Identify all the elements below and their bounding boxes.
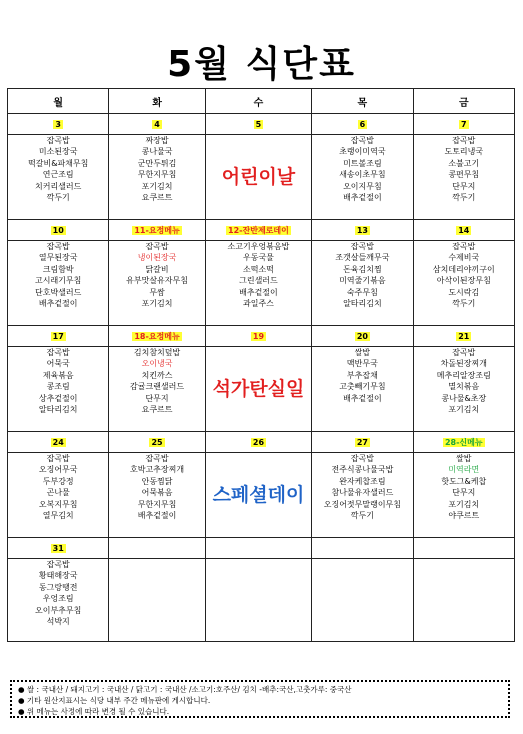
menu-item: 잡곡밥 (452, 242, 476, 251)
date-label: 20 (356, 331, 368, 341)
menu-item: 메추리알장조림 (436, 370, 491, 380)
menu-item: 콩나물&초장 (441, 393, 487, 403)
menu-item: 차돌된장찌개 (440, 359, 487, 369)
date-cell (8, 326, 109, 347)
menu-cell (413, 453, 514, 538)
menu-item: 연근조림 (42, 170, 74, 180)
menu-item: 포기김치 (448, 499, 480, 509)
menu-item: 짜장밥 (145, 136, 169, 145)
holiday-cell: 어린이날 (205, 135, 311, 220)
menu-item: 열무된장국 (38, 253, 78, 263)
menu-item: 알타리김치 (343, 299, 382, 309)
note-line: ● 위 메뉴는 사정에 따라 변경 될 수 있습니다. (18, 707, 170, 716)
menu-item: 잡곡밥 (46, 348, 70, 357)
date-label: 12-잔반제로데이 (228, 225, 289, 235)
date-label: 27 (356, 437, 368, 447)
menu-cell-empty (205, 559, 311, 642)
menu-item: 미트볼조림 (343, 158, 382, 168)
menu-item: 깍두기 (350, 511, 374, 521)
date-cell (8, 432, 109, 453)
menu-item: 깍두기 (452, 193, 476, 203)
menu-item: 석박지 (46, 617, 70, 627)
weekday-header: 금 (413, 89, 514, 114)
menu-item: 잡곡밥 (145, 454, 169, 463)
menu-item: 잡곡밥 (350, 136, 374, 145)
menu-item: 오징어젓무말랭이무침 (323, 499, 402, 509)
menu-item: 부추잡채 (346, 370, 378, 380)
date-label: 18-요정메뉴 (134, 331, 180, 341)
menu-item: 단무지 (145, 393, 169, 403)
menu-item: 무한지무침 (137, 499, 177, 509)
menu-item: 완자케찹조림 (339, 476, 386, 486)
menu-item: 무쌈 (149, 287, 165, 297)
menu-item: 콩나물국 (141, 147, 173, 157)
menu-cell (8, 453, 109, 538)
menu-item: 호박고추장찌개 (130, 465, 185, 475)
menu-item: 포기김치 (448, 405, 480, 415)
note-line: ● 쌀 : 국내산 / 돼지고기 : 국내산 / 닭고기 : 국내산 /소고기:호주산/ 김치 -배추:국산,고춧가루: 중국산 (18, 685, 352, 694)
date-label: 31 (52, 543, 64, 553)
menu-item: 감귤크랜샐러드 (130, 382, 185, 392)
menu-item: 쌀밥 (456, 454, 472, 463)
weekday-header-row (8, 89, 515, 114)
menu-item: 잡곡밥 (46, 136, 70, 145)
date-cell (312, 114, 413, 135)
menu-item: 잡곡밥 (452, 136, 476, 145)
menu-item: 알타리김치 (38, 405, 78, 415)
date-label: 11-요정메뉴 (134, 225, 180, 235)
menu-item: 유부맛살유자무침 (126, 276, 188, 286)
menu-item: 소떡소떡 (242, 264, 274, 274)
menu-cell (109, 135, 205, 220)
menu-cell-empty (312, 559, 413, 642)
weekday-header: 목 (312, 89, 413, 114)
menu-item: 그린샐러드 (239, 276, 278, 286)
date-label: 7 (461, 119, 467, 129)
menu-item: 크림함박 (42, 264, 74, 274)
date-cell (312, 432, 413, 453)
date-cell (109, 538, 205, 559)
menu-item: 오이냉국 (141, 359, 173, 369)
menu-item: 배추겉절이 (343, 393, 382, 403)
menu-item: 냉이된장국 (137, 253, 177, 263)
menu-item: 삼치데리야끼구이 (432, 264, 495, 274)
menu-item: 우동국물 (242, 253, 274, 263)
weekday-header: 월 (8, 89, 109, 114)
menu-cell (312, 135, 413, 220)
menu-item: 열무김치 (42, 511, 74, 521)
menu-row (8, 241, 515, 326)
menu-item: 안동찜닭 (141, 476, 173, 486)
menu-cell (109, 241, 205, 326)
menu-item: 소고기우엉볶음밥 (227, 242, 290, 251)
menu-item: 배추겉절이 (38, 299, 78, 309)
menu-item: 오징어무국 (38, 465, 78, 475)
menu-item: 군만두튀김 (137, 158, 177, 168)
menu-item: 수제비국 (448, 253, 480, 263)
date-label: 17 (52, 331, 64, 341)
date-cell (205, 114, 311, 135)
date-label: 5 (255, 119, 262, 129)
menu-item: 떡갈비&파채무침 (28, 158, 89, 168)
menu-item: 돈육김치찜 (343, 264, 382, 274)
menu-item: 요쿠르트 (141, 405, 173, 415)
menu-item: 닭갈비 (145, 264, 169, 274)
menu-item: 숙주무침 (346, 287, 378, 297)
date-label: 25 (151, 437, 163, 447)
weekday-header: 수 (205, 89, 311, 114)
menu-cell (413, 135, 514, 220)
menu-item: 포기김치 (141, 181, 173, 191)
menu-item: 잡곡밥 (350, 454, 374, 463)
menu-item: 전주식콩나물국밥 (331, 465, 394, 475)
menu-item: 곤나물 (46, 488, 70, 498)
date-cell (8, 538, 109, 559)
date-cell (205, 538, 311, 559)
menu-row (8, 135, 515, 220)
date-label: 13 (356, 225, 368, 235)
date-row (8, 114, 515, 135)
menu-item: 참나물유자샐러드 (331, 488, 394, 498)
menu-row (8, 347, 515, 432)
menu-item: 초랭이미역국 (339, 147, 386, 157)
date-row (8, 432, 515, 453)
date-label: 6 (359, 119, 366, 129)
menu-item: 두부강정 (42, 476, 74, 486)
menu-item: 맥반무국 (346, 359, 378, 369)
menu-item: 고춧빼기무침 (339, 382, 386, 392)
menu-item: 배추겉절이 (343, 193, 382, 203)
menu-item: 미역라면 (448, 465, 480, 475)
menu-item: 쌀밥 (354, 348, 371, 357)
date-cell (205, 326, 311, 347)
menu-cell (312, 453, 413, 538)
date-cell (413, 432, 514, 453)
menu-cell-empty (109, 559, 205, 642)
menu-table (7, 88, 515, 642)
menu-item: 잡곡밥 (145, 242, 169, 251)
menu-item: 멸치볶음 (448, 382, 480, 392)
weekday-header: 화 (109, 89, 205, 114)
menu-cell (205, 241, 311, 326)
menu-cell (312, 347, 413, 432)
date-cell (312, 220, 413, 241)
date-cell (413, 326, 514, 347)
date-cell (109, 220, 205, 241)
menu-row (8, 453, 515, 538)
menu-item: 고시래기무침 (35, 276, 82, 286)
menu-cell (312, 241, 413, 326)
menu-item: 단무지 (452, 181, 476, 191)
date-cell (205, 220, 311, 241)
menu-cell (109, 347, 205, 432)
menu-item: 잡곡밥 (46, 242, 70, 251)
menu-item: 잡곡밥 (350, 242, 374, 251)
menu-item: 치커리샐러드 (35, 181, 82, 191)
notes-box (10, 680, 510, 718)
menu-item: 도토리냉국 (444, 147, 484, 157)
date-label: 3 (55, 119, 61, 129)
menu-item: 황태해장국 (38, 571, 78, 581)
date-cell (312, 538, 413, 559)
menu-item: 치킨까스 (141, 370, 173, 380)
menu-item: 조갯살들깨무국 (335, 253, 390, 263)
date-row (8, 326, 515, 347)
menu-item: 오이부추무침 (35, 605, 82, 615)
menu-item: 제육볶음 (42, 370, 74, 380)
date-label: 21 (458, 331, 470, 341)
menu-item: 깍두기 (452, 299, 476, 309)
menu-item: 배추겉절이 (239, 287, 278, 297)
page-title: 5월 식단표 (167, 44, 356, 85)
date-cell (312, 326, 413, 347)
menu-item: 우엉조림 (42, 594, 74, 604)
menu-item: 도시락김 (448, 287, 480, 297)
menu-cell (8, 241, 109, 326)
date-label: 26 (252, 437, 265, 447)
menu-item: 포기김치 (141, 299, 173, 309)
date-cell (8, 114, 109, 135)
menu-item: 소불고기 (448, 158, 480, 168)
menu-cell (109, 453, 205, 538)
date-label: 19 (252, 331, 265, 341)
date-cell (205, 432, 311, 453)
menu-item: 새송이초무침 (339, 170, 386, 180)
menu-item: 야쿠르트 (448, 511, 480, 521)
menu-item: 동그랑땡전 (38, 582, 78, 592)
menu-item: 단호박샐러드 (35, 287, 82, 297)
menu-item: 배추겉절이 (137, 511, 177, 521)
date-row (8, 220, 515, 241)
date-label: 14 (458, 225, 470, 235)
menu-cell (413, 241, 514, 326)
date-label: 10 (52, 225, 64, 235)
menu-cell (8, 347, 109, 432)
date-label: 24 (52, 437, 64, 447)
menu-item: 잡곡밥 (46, 560, 70, 569)
menu-item: 깍두기 (46, 193, 70, 203)
menu-item: 김치참치덮밥 (133, 348, 181, 357)
date-cell (109, 326, 205, 347)
menu-item: 아삭이된장무침 (436, 276, 491, 286)
menu-cell (8, 135, 109, 220)
special-day-cell: 스페셜데이 (205, 453, 311, 538)
menu-cell (413, 347, 514, 432)
menu-item: 미역줄기볶음 (339, 276, 386, 286)
date-cell (413, 220, 514, 241)
menu-item: 미소된장국 (38, 147, 78, 157)
menu-item: 단무지 (452, 488, 476, 498)
date-cell (109, 432, 205, 453)
holiday-cell: 석가탄실일 (205, 347, 311, 432)
menu-item: 잡곡밥 (452, 348, 476, 357)
menu-item: 잡곡밥 (46, 454, 70, 463)
date-cell (109, 114, 205, 135)
note-line: ● 기타 원산지표시는 식당 내부 주간 메뉴판에 게시합니다. (18, 696, 211, 705)
menu-item: 무한지무침 (137, 170, 177, 180)
menu-cell-empty (413, 559, 514, 642)
date-row (8, 538, 515, 559)
menu-row (8, 559, 515, 642)
date-label: 4 (154, 119, 160, 129)
menu-item: 오복지무침 (38, 499, 78, 509)
date-cell (413, 114, 514, 135)
menu-item: 과일주스 (242, 299, 274, 309)
menu-item: 상추겉절이 (38, 393, 78, 403)
menu-item: 어묵볶음 (141, 488, 173, 498)
menu-item: 핫도그&케찹 (441, 476, 487, 486)
date-cell (8, 220, 109, 241)
menu-item: 콩편무침 (448, 170, 480, 180)
date-cell (413, 538, 514, 559)
date-label: 28-신메뉴 (444, 437, 483, 447)
menu-item: 콩조림 (46, 382, 70, 392)
menu-cell (8, 559, 109, 642)
menu-item: 요쿠르트 (141, 193, 173, 203)
menu-item: 어묵국 (46, 359, 70, 369)
menu-item: 오이지무침 (343, 181, 382, 191)
